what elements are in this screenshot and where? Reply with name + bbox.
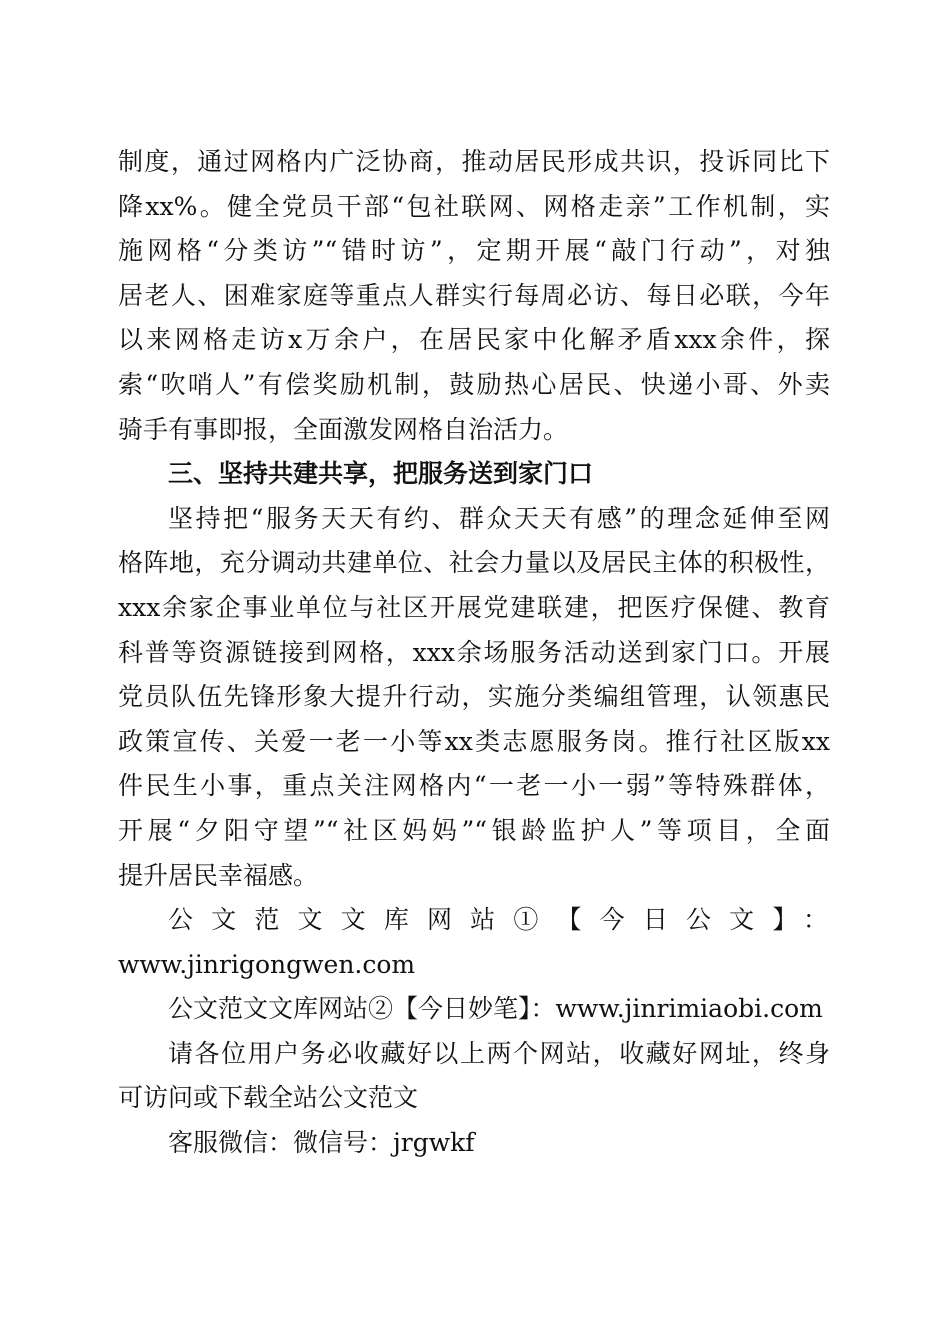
site1-url[interactable]: www.jinrigongwen.com <box>118 949 416 979</box>
text-line: 政策宣传、关爱一老一小等xx类志愿服务岗。推行社区版xx <box>118 726 830 756</box>
text-line: 降xx%。健全党员干部“包社联网、网格走亲”工作机制，实 <box>118 191 830 221</box>
notice-line: 可访问或下载全站公文范文 <box>118 1083 419 1113</box>
footer-notice <box>118 898 830 1166</box>
text-line: 骑手有事即报，全面激发网格自治活力。 <box>118 414 569 444</box>
section-heading: 三、坚持共建共享，把服务送到家门口 <box>168 459 594 489</box>
text-line: 索“吹哨人”有偿奖励机制，鼓励热心居民、快递小哥、外卖 <box>118 369 830 399</box>
notice-line: 请各位用户务必收藏好以上两个网站，收藏好网址，终身 <box>168 1038 830 1068</box>
text-line: 党员队伍先锋形象大提升行动，实施分类编组管理，认领惠民 <box>118 682 830 712</box>
text-line: 提升居民幸福感。 <box>118 860 319 890</box>
paragraph-shared-services <box>118 497 830 898</box>
text-line: 格阵地，充分调动共建单位、社会力量以及居民主体的积极性， <box>118 548 830 578</box>
text-line: 居老人、困难家庭等重点人群实行每周必访、每日必联，今年 <box>118 280 830 310</box>
text-line: 开展“夕阳守望”“社区妈妈”“银龄监护人”等项目，全面 <box>118 815 830 845</box>
contact-wechat: 客服微信：微信号：jrgwkf <box>168 1128 475 1158</box>
text-line: 制度，通过网格内广泛协商，推动居民形成共识，投诉同比下 <box>118 147 830 176</box>
text-line: 件民生小事，重点关注网格内“一老一小一弱”等特殊群体， <box>118 771 830 801</box>
text-line: 科普等资源链接到网格，xxx余场服务活动送到家门口。开展 <box>118 637 830 667</box>
paragraph-grid-governance <box>118 140 830 452</box>
document-page <box>118 140 830 1166</box>
text-line: 坚持把“服务天天有约、群众天天有感”的理念延伸至网 <box>168 503 830 533</box>
text-line: 以来网格走访x万余户，在居民家中化解矛盾xxx余件，探 <box>118 325 830 355</box>
text-line: xxx余家企事业单位与社区开展党建联建，把医疗保健、教育 <box>118 592 830 622</box>
site2-line[interactable]: 公文范文文库网站②【今日妙笔】：www.jinrimiaobi.com <box>168 994 823 1024</box>
text-line: 施网格“分类访”“错时访”，定期开展“敲门行动”，对独 <box>118 236 830 266</box>
site1-label: 公文范文文库网站①【今日公文】： <box>168 905 830 935</box>
